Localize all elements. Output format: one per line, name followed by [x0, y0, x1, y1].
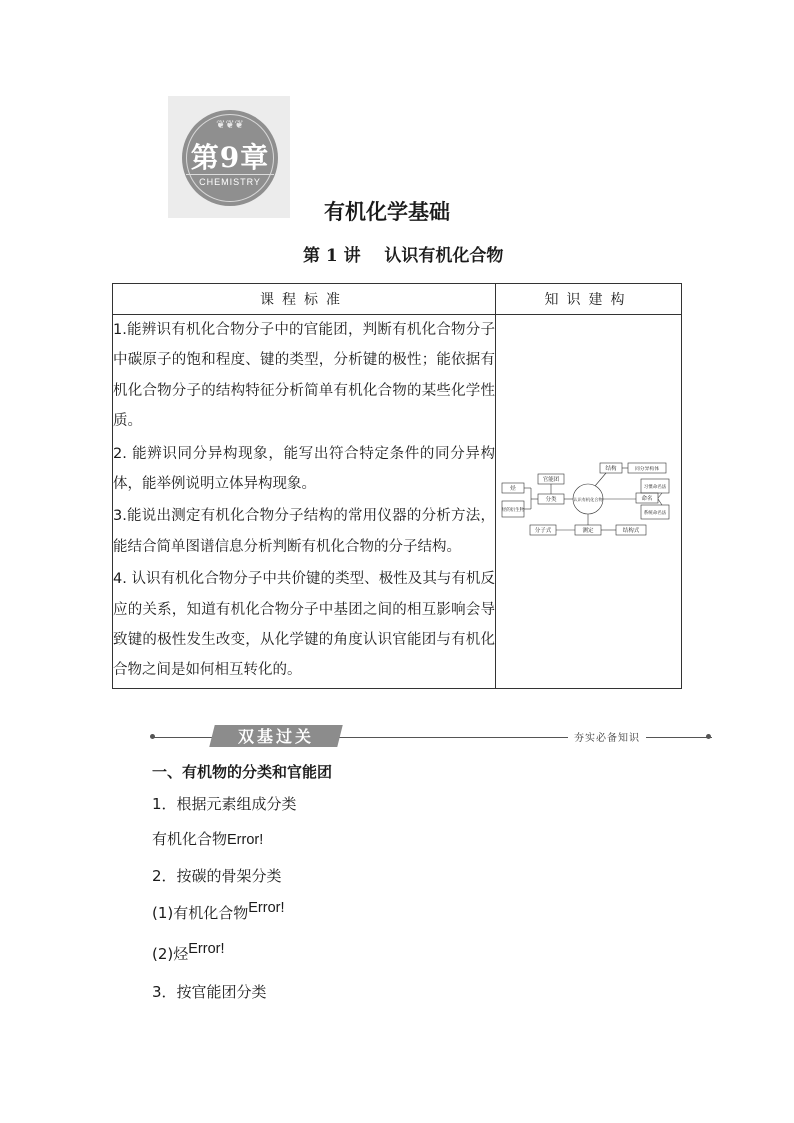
item-2b-text: (2)烃: [152, 945, 189, 963]
chapter-subject: CHEMISTRY: [186, 174, 274, 187]
diagram-measure: 测定: [581, 528, 594, 535]
item-2a-text: (1)有机化合物: [152, 904, 249, 922]
header-curriculum-standard: 课程标准: [113, 284, 496, 315]
standard-paragraph-2: 2. 能辨识同分异构现象，能写出符合特定条件的同分异构体，能举例说明立体异构现象。: [113, 445, 495, 493]
banner-dot-right: [706, 734, 711, 739]
diagram-derivative: 烃的衍生物: [501, 508, 524, 514]
knowledge-diagram-cell: [496, 315, 682, 689]
item-2: 2．按碳的骨架分类: [152, 867, 282, 885]
standard-paragraph-4: 4. 认识有机化合物分子中共价键的类型、极性及其与有机反应的关系，知道有机化合物分子中基团之间的相互影响会导致键的极性发生改变，从化学键的角度认识官能团与有机化合物之间是如何相互转化的。: [113, 571, 495, 679]
heading-classification: 一、有机物的分类和官能团: [152, 763, 333, 781]
item-1: 1．根据元素组成分类: [152, 795, 297, 813]
standard-paragraph-1: 1.能辨识有机化合物分子中的官能团，判断有机化合物分子中碳原子的饱和程度、键的类型，分析键的极性；能依据有机化合物分子的结构特征分析简单有机化合物的某些化学性质。: [113, 322, 495, 430]
diagram-hydrocarbon: 烃: [509, 486, 516, 493]
diagram-center: 认识有机化合物: [572, 497, 603, 503]
diagram-molecular-formula: 分子式: [534, 528, 551, 535]
diagram-structural-formula: 结构式: [622, 528, 639, 535]
item-2b-line: [152, 943, 225, 964]
lesson-title: 第 1 讲 认识有机化合物: [303, 246, 504, 266]
diagram-functional-group: 官能团: [542, 477, 559, 484]
diagram-naming: 命名: [640, 496, 653, 503]
diagram-isomer: 同分异构体: [634, 467, 659, 473]
header-knowledge-structure: 知识建构: [496, 284, 682, 315]
error-text: Error!: [188, 941, 225, 957]
diagram-structure: 结构: [604, 466, 617, 473]
diagram-common-naming: 习惯命名法: [643, 485, 666, 491]
curriculum-table: [112, 283, 682, 689]
banner-right-label: 夯实必备知识: [568, 729, 646, 744]
error-text: Error!: [248, 900, 285, 916]
diagram-classify: 分类: [544, 497, 557, 504]
standard-paragraph-3: 3.能说出测定有机化合物分子结构的常用仪器的分析方法，能结合简单图谱信息分析判断有机化合物的分子结构。: [113, 508, 495, 555]
item-1-line: [152, 828, 263, 849]
standards-cell: [113, 315, 496, 689]
chapter-number: 第9章: [190, 141, 270, 174]
error-text: Error!: [227, 832, 264, 848]
page-title: 有机化学基础: [324, 199, 450, 224]
item-2a-line: [152, 902, 285, 923]
item-1-text: 有机化合物: [152, 830, 228, 848]
banner-dot-left: [150, 734, 155, 739]
knowledge-diagram: [500, 459, 678, 539]
badge-ornament-icon: ❦❦❦: [216, 118, 244, 131]
diagram-system-naming: 系统命名法: [643, 511, 666, 517]
item-3: 3．按官能团分类: [152, 983, 267, 1001]
banner-label: 双基过关: [237, 727, 314, 746]
